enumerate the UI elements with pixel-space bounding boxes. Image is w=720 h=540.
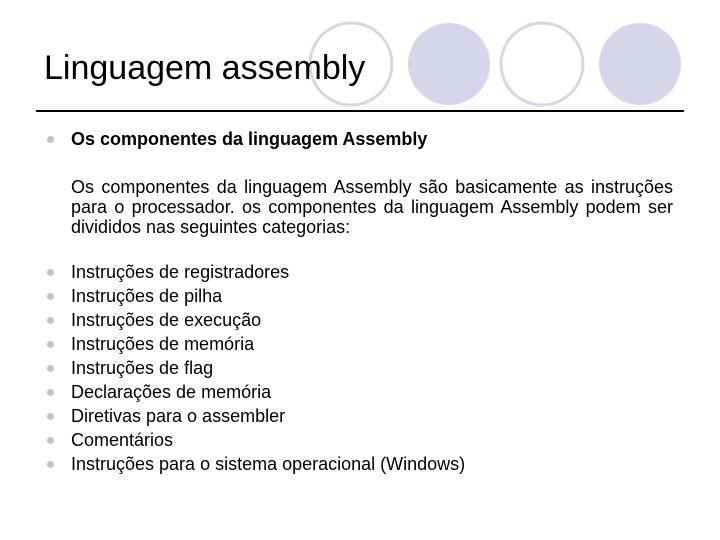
- heading-bullet-icon: [47, 136, 54, 143]
- list-item-text: Diretivas para o assembler: [71, 406, 286, 426]
- bullet-icon: [47, 269, 54, 276]
- bullet-icon: [47, 413, 54, 420]
- list-item-text: Instruções para o sistema operacional (Windows): [71, 454, 466, 474]
- bullet-icon: [47, 437, 54, 444]
- section-heading: Os componentes da linguagem Assembly: [71, 129, 428, 149]
- bullet-icon: [47, 389, 54, 396]
- intro-paragraph: Os componentes da linguagem Assembly são basicamente as instruções para o processador. os componentes da linguagem Assembly podem ser divididos nas seguintes categorias:: [71, 177, 673, 237]
- decor-circle-3: [501, 23, 583, 105]
- title-underline: [36, 110, 684, 112]
- bullet-icon: [47, 341, 54, 348]
- list-item-text: Instruções de registradores: [71, 262, 290, 282]
- bullet-icon: [47, 365, 54, 372]
- slide-title: Linguagem assembly: [44, 49, 366, 87]
- list-item-text: Instruções de pilha: [71, 286, 223, 306]
- bullet-icon: [47, 461, 54, 468]
- decor-circle-2: [408, 23, 490, 105]
- list-item-text: Instruções de memória: [71, 334, 255, 354]
- list-item-text: Instruções de flag: [71, 358, 214, 378]
- decor-circle-4: [599, 23, 681, 105]
- bullet-icon: [47, 293, 54, 300]
- list-item-text: Declarações de memória: [71, 382, 272, 402]
- list-item-text: Instruções de execução: [71, 310, 262, 330]
- list-item-text: Comentários: [71, 430, 174, 450]
- bullet-icon: [47, 317, 54, 324]
